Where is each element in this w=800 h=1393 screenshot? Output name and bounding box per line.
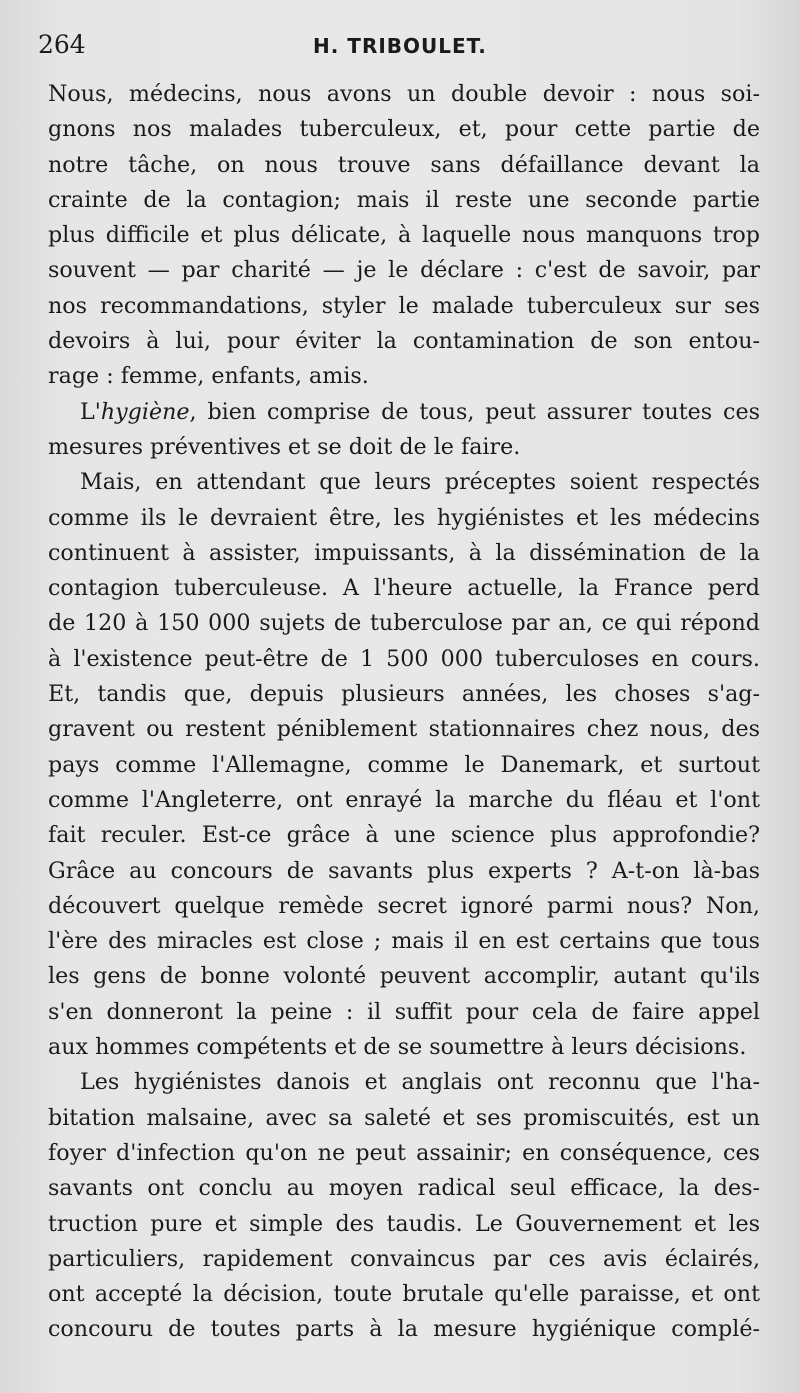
text-line: comme l'Angleterre, ont enrayé la marche du fléau et l'ont [48,786,760,813]
text-line: particuliers, rapidement convaincus par ces avis éclairés, [48,1245,760,1272]
running-head [38,30,760,66]
text-line: rage : femme, enfants, amis. [48,363,369,390]
hygiene-italic-word: hygiène [100,398,190,425]
text-line: gravent ou restent péniblement stationnaires chez nous, des [48,716,760,743]
text-line: à l'existence peut-être de 1 500 000 tuberculoses en cours. [48,645,760,672]
text-line: ont accepté la décision, toute brutale qu'elle paraisse, et ont [48,1281,760,1308]
text-line: pays comme l'Allemagne, comme le Danemark, et surtout [48,751,760,778]
text-line: crainte de la contagion; mais il reste une seconde partie [48,186,760,213]
text-line: Mais, en attendant que leurs préceptes soient respectés [80,469,760,496]
running-head-author: H. TRIBOULET. [313,34,487,58]
text-line: les gens de bonne volonté peuvent accomplir, autant qu'ils [48,963,760,990]
text-line: savants ont conclu au moyen radical seul efficace, la des- [48,1175,760,1202]
page-number: 264 [38,30,86,59]
text-line: nos recommandations, styler le malade tuberculeux sur ses [48,292,760,319]
body-text [48,77,760,1348]
text-line: plus difficile et plus délicate, à laquelle nous manquons trop [48,222,760,249]
text-line: notre tâche, on nous trouve sans défaillance devant la [48,151,760,178]
text-line: devoirs à lui, pour éviter la contamination de son entou- [48,328,760,355]
text-line: découvert quelque remède secret ignoré parmi nous? Non, [48,892,760,919]
text-line: de 120 à 150 000 sujets de tuberculose par an, ce qui répond [48,610,760,637]
text-line: comme ils le devraient être, les hygiénistes et les médecins [48,504,760,531]
text-line: gnons nos malades tuberculeux, et, pour cette partie de [48,116,760,143]
text-line: Grâce au concours de savants plus experts ? A-t-on là-bas [48,857,760,884]
text-line: fait reculer. Est-ce grâce à une science plus approfondie? [48,822,760,849]
text-line: s'en donneront la peine : il suffit pour cela de faire appel [48,998,760,1025]
text-line: l'ère des miracles est close ; mais il en est certains que tous [48,928,760,955]
text-line: foyer d'infection qu'on ne peut assainir; en conséquence, ces [48,1139,760,1166]
text-line: souvent — par charité — je le déclare : c'est de savoir, par [48,257,760,284]
text-line: truction pure et simple des taudis. Le Gouvernement et les [48,1210,760,1237]
text-line: concouru de toutes parts à la mesure hygiénique complé- [48,1316,760,1343]
text-line: aux hommes compétents et de se soumettre à leurs décisions. [48,1034,747,1061]
text-line: Nous, médecins, nous avons un double devoir : nous soi- [48,81,760,107]
text-line: continuent à assister, impuissants, à la dissémination de la [48,539,760,566]
text-line: mesures préventives et se doit de le faire. [48,433,521,460]
hygiene-prefix: L' [80,398,101,425]
text-line: contagion tuberculeuse. A l'heure actuelle, la France perd [48,575,760,602]
hygiene-rest: , bien comprise de tous, peut assurer toutes ces [189,398,760,425]
paragraph-hygiene-first-line [48,395,760,430]
text-line: bitation malsaine, avec sa saleté et ses promiscuités, est un [48,1104,760,1131]
text-line: Les hygiénistes danois et anglais ont reconnu que l'ha- [80,1069,760,1096]
text-line: Et, tandis que, depuis plusieurs années, les choses s'ag- [48,681,760,708]
